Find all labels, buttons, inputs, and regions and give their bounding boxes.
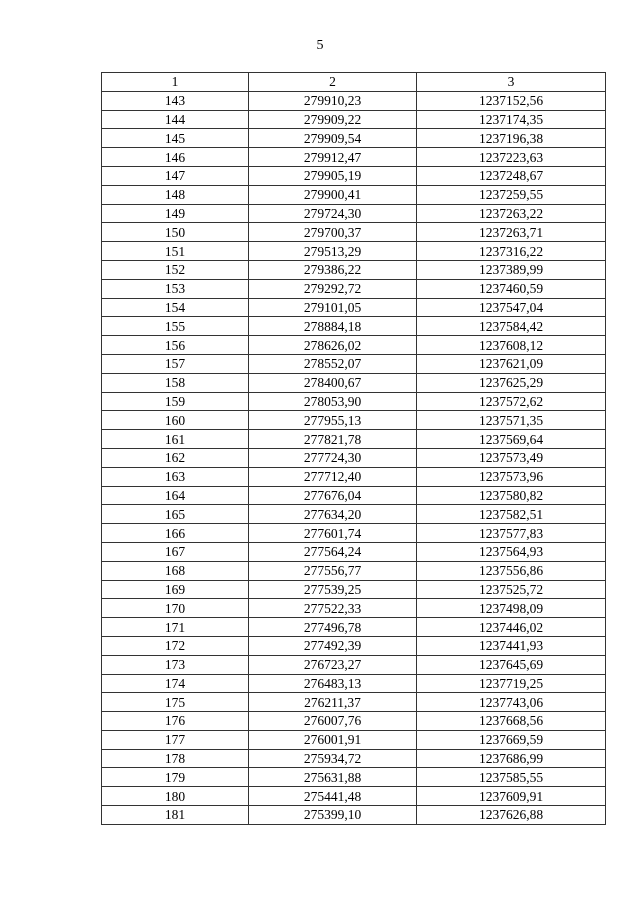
x-coordinate-cell: 279513,29	[249, 242, 417, 261]
table-row	[102, 749, 606, 768]
y-coordinate-cell: 1237608,12	[417, 336, 606, 355]
x-coordinate-cell: 277496,78	[249, 618, 417, 637]
column-header: 3	[417, 73, 606, 92]
y-coordinate-cell: 1237626,88	[417, 806, 606, 825]
point-number-cell: 178	[102, 749, 249, 768]
table-row	[102, 712, 606, 731]
x-coordinate-cell: 277564,24	[249, 542, 417, 561]
point-number-cell: 146	[102, 148, 249, 167]
y-coordinate-cell: 1237609,91	[417, 787, 606, 806]
table-row	[102, 561, 606, 580]
table-row	[102, 806, 606, 825]
point-number-cell: 148	[102, 185, 249, 204]
table-row	[102, 354, 606, 373]
table-row	[102, 505, 606, 524]
point-number-cell: 151	[102, 242, 249, 261]
point-number-cell: 162	[102, 448, 249, 467]
point-number-cell: 155	[102, 317, 249, 336]
y-coordinate-cell: 1237719,25	[417, 674, 606, 693]
x-coordinate-cell: 277821,78	[249, 430, 417, 449]
point-number-cell: 177	[102, 730, 249, 749]
y-coordinate-cell: 1237316,22	[417, 242, 606, 261]
table-row	[102, 730, 606, 749]
y-coordinate-cell: 1237263,71	[417, 223, 606, 242]
point-number-cell: 160	[102, 411, 249, 430]
point-number-cell: 147	[102, 166, 249, 185]
x-coordinate-cell: 279101,05	[249, 298, 417, 317]
x-coordinate-cell: 275934,72	[249, 749, 417, 768]
table-row	[102, 148, 606, 167]
table-row	[102, 279, 606, 298]
table-row	[102, 674, 606, 693]
y-coordinate-cell: 1237498,09	[417, 599, 606, 618]
table-row	[102, 373, 606, 392]
x-coordinate-cell: 277492,39	[249, 636, 417, 655]
table-row	[102, 693, 606, 712]
y-coordinate-cell: 1237584,42	[417, 317, 606, 336]
point-number-cell: 145	[102, 129, 249, 148]
table-row	[102, 129, 606, 148]
y-coordinate-cell: 1237743,06	[417, 693, 606, 712]
y-coordinate-cell: 1237569,64	[417, 430, 606, 449]
x-coordinate-cell: 279386,22	[249, 260, 417, 279]
y-coordinate-cell: 1237585,55	[417, 768, 606, 787]
point-number-cell: 167	[102, 542, 249, 561]
table-row	[102, 411, 606, 430]
y-coordinate-cell: 1237174,35	[417, 110, 606, 129]
x-coordinate-cell: 278400,67	[249, 373, 417, 392]
x-coordinate-cell: 279905,19	[249, 166, 417, 185]
table-row	[102, 524, 606, 543]
table-row	[102, 166, 606, 185]
x-coordinate-cell: 277634,20	[249, 505, 417, 524]
x-coordinate-cell: 277522,33	[249, 599, 417, 618]
table-row	[102, 260, 606, 279]
point-number-cell: 172	[102, 636, 249, 655]
table-row	[102, 392, 606, 411]
y-coordinate-cell: 1237248,67	[417, 166, 606, 185]
point-number-cell: 159	[102, 392, 249, 411]
y-coordinate-cell: 1237577,83	[417, 524, 606, 543]
point-number-cell: 158	[102, 373, 249, 392]
table-row	[102, 448, 606, 467]
y-coordinate-cell: 1237625,29	[417, 373, 606, 392]
table-row	[102, 580, 606, 599]
y-coordinate-cell: 1237669,59	[417, 730, 606, 749]
column-header: 2	[249, 73, 417, 92]
x-coordinate-cell: 279909,54	[249, 129, 417, 148]
y-coordinate-cell: 1237223,63	[417, 148, 606, 167]
y-coordinate-cell: 1237645,69	[417, 655, 606, 674]
table-row	[102, 223, 606, 242]
x-coordinate-cell: 277724,30	[249, 448, 417, 467]
x-coordinate-cell: 279910,23	[249, 91, 417, 110]
x-coordinate-cell: 277556,77	[249, 561, 417, 580]
table-row	[102, 542, 606, 561]
x-coordinate-cell: 278053,90	[249, 392, 417, 411]
point-number-cell: 161	[102, 430, 249, 449]
table-row	[102, 91, 606, 110]
point-number-cell: 164	[102, 486, 249, 505]
x-coordinate-cell: 279292,72	[249, 279, 417, 298]
table-row	[102, 110, 606, 129]
x-coordinate-cell: 276001,91	[249, 730, 417, 749]
point-number-cell: 174	[102, 674, 249, 693]
table-row	[102, 599, 606, 618]
y-coordinate-cell: 1237259,55	[417, 185, 606, 204]
y-coordinate-cell: 1237547,04	[417, 298, 606, 317]
x-coordinate-cell: 276211,37	[249, 693, 417, 712]
x-coordinate-cell: 276483,13	[249, 674, 417, 693]
y-coordinate-cell: 1237525,72	[417, 580, 606, 599]
table-header-row	[102, 73, 606, 92]
point-number-cell: 169	[102, 580, 249, 599]
x-coordinate-cell: 277955,13	[249, 411, 417, 430]
y-coordinate-cell: 1237621,09	[417, 354, 606, 373]
y-coordinate-cell: 1237564,93	[417, 542, 606, 561]
table-row	[102, 636, 606, 655]
point-number-cell: 157	[102, 354, 249, 373]
x-coordinate-cell: 277539,25	[249, 580, 417, 599]
table-row	[102, 787, 606, 806]
point-number-cell: 173	[102, 655, 249, 674]
y-coordinate-cell: 1237573,96	[417, 467, 606, 486]
x-coordinate-cell: 279912,47	[249, 148, 417, 167]
point-number-cell: 181	[102, 806, 249, 825]
point-number-cell: 163	[102, 467, 249, 486]
x-coordinate-cell: 279724,30	[249, 204, 417, 223]
x-coordinate-cell: 277676,04	[249, 486, 417, 505]
point-number-cell: 154	[102, 298, 249, 317]
table-row	[102, 467, 606, 486]
y-coordinate-cell: 1237441,93	[417, 636, 606, 655]
coordinates-table	[101, 72, 606, 825]
x-coordinate-cell: 277601,74	[249, 524, 417, 543]
x-coordinate-cell: 279909,22	[249, 110, 417, 129]
x-coordinate-cell: 275399,10	[249, 806, 417, 825]
table-row	[102, 768, 606, 787]
x-coordinate-cell: 275631,88	[249, 768, 417, 787]
point-number-cell: 179	[102, 768, 249, 787]
x-coordinate-cell: 278626,02	[249, 336, 417, 355]
table-row	[102, 185, 606, 204]
y-coordinate-cell: 1237572,62	[417, 392, 606, 411]
y-coordinate-cell: 1237446,02	[417, 618, 606, 637]
point-number-cell: 180	[102, 787, 249, 806]
point-number-cell: 165	[102, 505, 249, 524]
point-number-cell: 150	[102, 223, 249, 242]
x-coordinate-cell: 279700,37	[249, 223, 417, 242]
point-number-cell: 166	[102, 524, 249, 543]
point-number-cell: 152	[102, 260, 249, 279]
point-number-cell: 143	[102, 91, 249, 110]
point-number-cell: 156	[102, 336, 249, 355]
x-coordinate-cell: 278552,07	[249, 354, 417, 373]
table-row	[102, 486, 606, 505]
x-coordinate-cell: 279900,41	[249, 185, 417, 204]
y-coordinate-cell: 1237686,99	[417, 749, 606, 768]
y-coordinate-cell: 1237573,49	[417, 448, 606, 467]
y-coordinate-cell: 1237196,38	[417, 129, 606, 148]
x-coordinate-cell: 276007,76	[249, 712, 417, 731]
y-coordinate-cell: 1237668,56	[417, 712, 606, 731]
point-number-cell: 153	[102, 279, 249, 298]
table-row	[102, 204, 606, 223]
point-number-cell: 168	[102, 561, 249, 580]
column-header: 1	[102, 73, 249, 92]
table-row	[102, 242, 606, 261]
point-number-cell: 149	[102, 204, 249, 223]
point-number-cell: 176	[102, 712, 249, 731]
point-number-cell: 170	[102, 599, 249, 618]
point-number-cell: 171	[102, 618, 249, 637]
table-row	[102, 618, 606, 637]
table-row	[102, 298, 606, 317]
table-row	[102, 430, 606, 449]
y-coordinate-cell: 1237460,59	[417, 279, 606, 298]
page-number: 5	[316, 38, 324, 53]
y-coordinate-cell: 1237580,82	[417, 486, 606, 505]
x-coordinate-cell: 275441,48	[249, 787, 417, 806]
x-coordinate-cell: 276723,27	[249, 655, 417, 674]
table-row	[102, 336, 606, 355]
y-coordinate-cell: 1237152,56	[417, 91, 606, 110]
point-number-cell: 144	[102, 110, 249, 129]
y-coordinate-cell: 1237263,22	[417, 204, 606, 223]
table-body	[102, 91, 606, 824]
x-coordinate-cell: 278884,18	[249, 317, 417, 336]
y-coordinate-cell: 1237389,99	[417, 260, 606, 279]
y-coordinate-cell: 1237556,86	[417, 561, 606, 580]
table-row	[102, 317, 606, 336]
y-coordinate-cell: 1237582,51	[417, 505, 606, 524]
point-number-cell: 175	[102, 693, 249, 712]
x-coordinate-cell: 277712,40	[249, 467, 417, 486]
y-coordinate-cell: 1237571,35	[417, 411, 606, 430]
table-row	[102, 655, 606, 674]
